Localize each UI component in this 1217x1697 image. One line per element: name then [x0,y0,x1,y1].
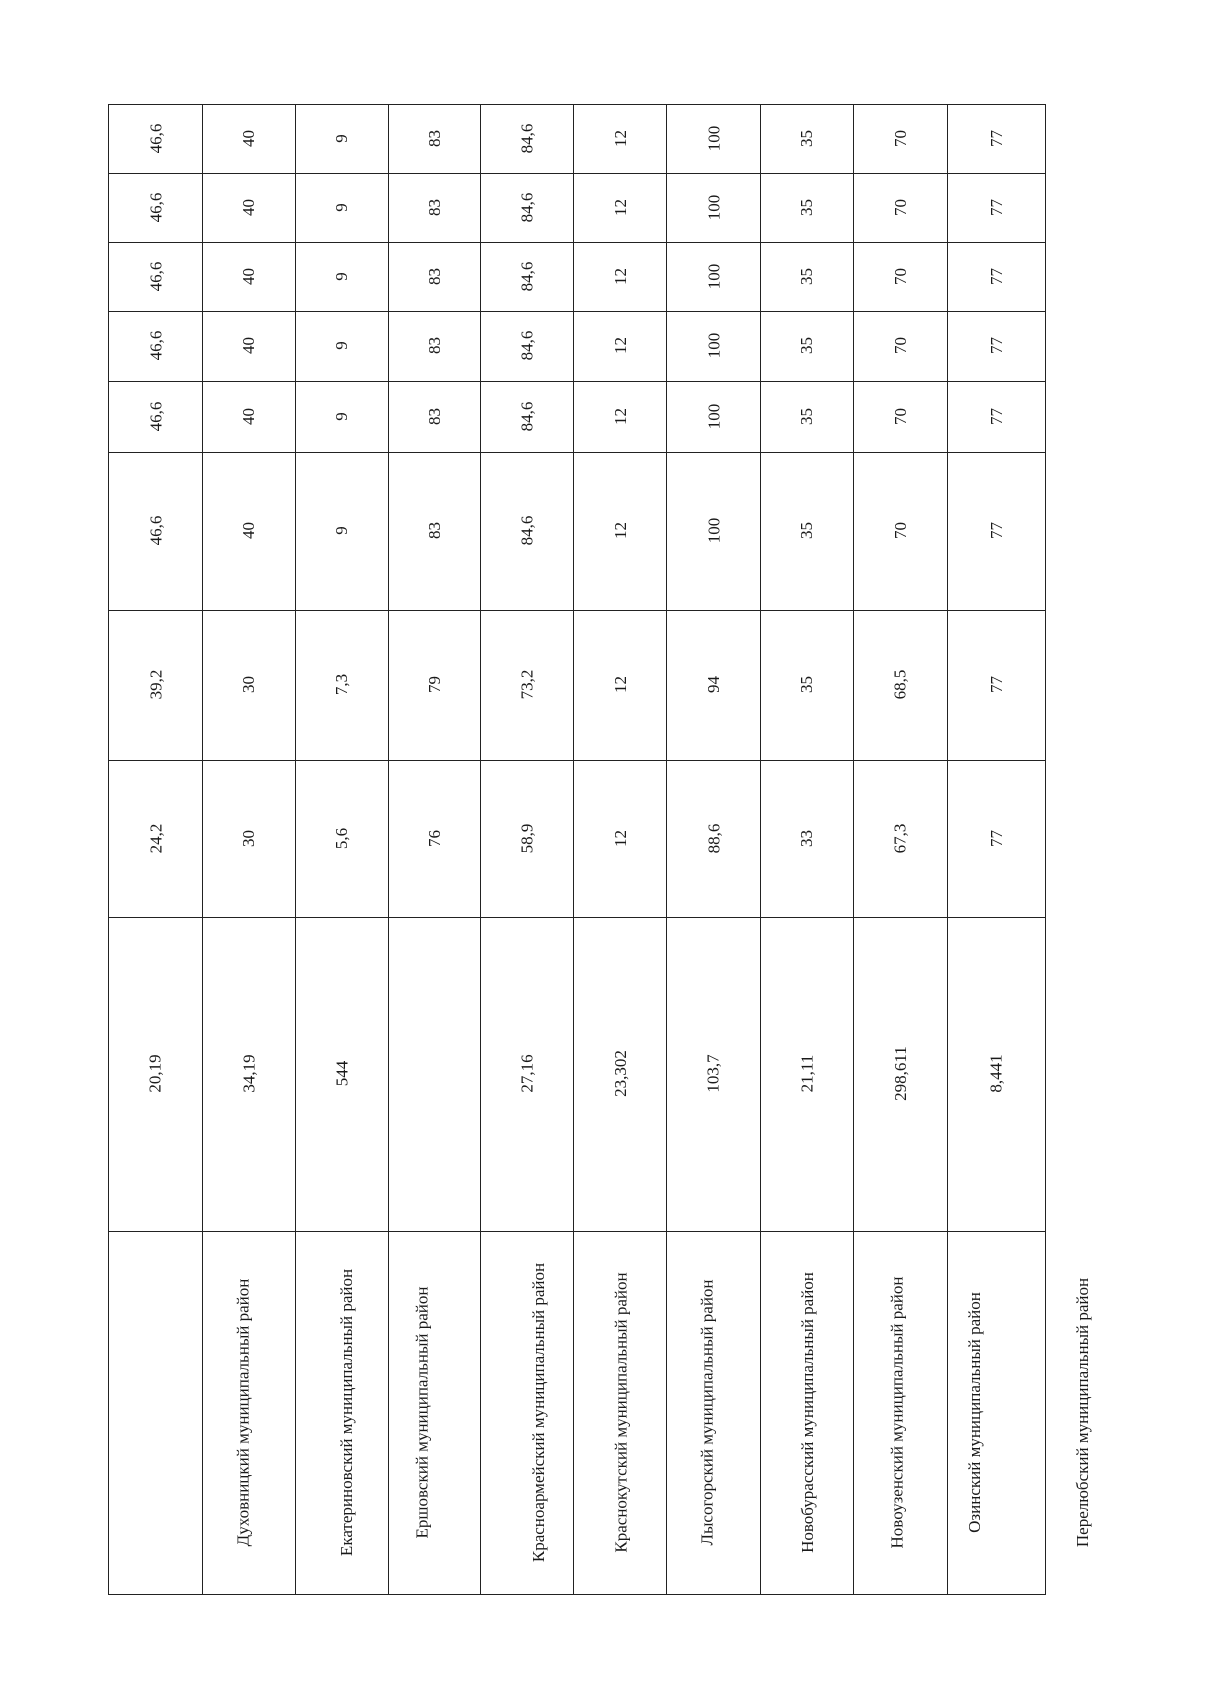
cell-value: 9 [332,341,352,350]
value-cell [202,105,295,174]
value-cell [295,382,388,453]
value-cell [388,761,481,918]
value-cell [667,105,761,174]
cell-value: 8,441 [986,1054,1006,1093]
cell-value: 84,6 [517,192,537,222]
value-cell [481,453,574,611]
value-cell [388,918,481,1232]
cell-value: 40 [239,337,259,354]
cell-value: 30 [239,829,259,847]
cell-value: 58,9 [517,823,537,853]
cell-value: 84,6 [517,261,537,291]
cell-value: 100 [704,517,724,544]
cell-value: 79 [425,676,445,693]
district-name-cell [388,1232,548,1595]
value-cell [202,611,295,761]
value-cell [667,918,761,1232]
value-cell [109,761,203,918]
district-name-cell [202,1232,356,1595]
value-cell [202,243,295,312]
value-row-4 [109,453,1046,611]
value-cell [481,243,574,312]
value-cell [481,105,574,174]
district-name: Озинский муниципальный район [964,1291,984,1533]
district-name: Новобурасский муниципальный район [798,1271,818,1553]
cell-value: 40 [239,198,259,216]
cell-value: 40 [239,267,259,285]
value-cell [947,761,1045,918]
value-cell [947,611,1045,761]
cell-value: 21,11 [797,1054,817,1093]
cell-value: 12 [610,676,630,693]
value-cell [574,174,667,243]
district-name-row [109,1232,1046,1595]
value-cell [761,611,854,761]
value-cell [295,243,388,312]
value-cell [853,312,947,382]
cell-value: 70 [890,198,910,216]
cell-value: 544 [332,1060,352,1087]
cell-value: 83 [425,198,445,216]
value-cell [202,918,295,1232]
value-cell [667,453,761,611]
district-name-cell [667,1232,818,1595]
value-cell [574,243,667,312]
data-table [108,104,1092,1595]
cell-value: 46,6 [145,330,165,361]
district-name-cell [853,1232,984,1595]
cell-value: 24,2 [145,823,165,853]
value-cell [947,312,1045,382]
district-name: Новоузенский муниципальный район [887,1276,907,1548]
value-cell [109,105,203,174]
cell-value: 100 [704,194,724,220]
value-cell [295,761,388,918]
cell-value: 35 [797,407,817,425]
cell-value: 77 [986,522,1006,539]
district-name: Ершовский муниципальный район [412,1286,432,1538]
value-cell [295,453,388,611]
cell-value: 298,611 [890,1046,910,1101]
value-cell [947,105,1045,174]
value-cell [853,105,947,174]
cell-value: 12 [610,407,630,425]
cell-value: 12 [610,267,630,285]
value-cell [109,174,203,243]
value-cell [388,105,481,174]
district-name-cell [481,1232,632,1595]
cell-value: 20,19 [145,1054,165,1093]
value-cell [202,174,295,243]
value-cell [761,174,854,243]
cell-value: 35 [797,267,817,285]
value-cell [481,312,574,382]
value-row-3 [109,611,1046,761]
cell-value: 77 [986,407,1006,425]
cell-value: 100 [704,125,724,151]
value-cell [947,382,1045,453]
value-cell [853,761,947,918]
cell-value: 83 [425,407,445,425]
cell-value: 77 [986,129,1006,147]
district-name-cell [295,1232,432,1595]
value-cell [295,105,388,174]
cell-value: 23,302 [610,1050,630,1097]
cell-value: 7,3 [332,673,352,696]
value-row-8 [109,174,1046,243]
value-cell [667,611,761,761]
value-cell [574,105,667,174]
cell-value: 40 [239,129,259,147]
cell-value: 46,6 [145,261,165,291]
cell-value: 84,6 [517,330,537,361]
district-name: Екатериновский муниципальный район [336,1268,356,1556]
value-cell [667,382,761,453]
cell-value: 77 [986,337,1006,354]
district-name-cell [109,1232,253,1595]
value-cell [947,453,1045,611]
cell-value: 83 [425,267,445,285]
value-cell [853,611,947,761]
cell-value: 100 [704,263,724,289]
cell-value: 70 [890,407,910,425]
district-name-cell [761,1232,907,1595]
cell-value: 12 [610,829,630,847]
cell-value: 12 [610,129,630,147]
value-cell [388,382,481,453]
cell-value: 70 [890,337,910,354]
cell-value: 67,3 [890,823,910,853]
value-cell [202,312,295,382]
cell-value: 94 [704,676,724,693]
cell-value: 100 [704,403,724,429]
value-cell [574,382,667,453]
value-row-6 [109,312,1046,382]
district-name: Красноармейский муниципальный район [528,1262,548,1562]
cell-value: 77 [986,676,1006,693]
cell-value: 35 [797,198,817,216]
value-cell [481,382,574,453]
value-cell [667,761,761,918]
value-cell [295,611,388,761]
cell-value: 12 [610,522,630,539]
cell-value: 77 [986,198,1006,216]
value-cell [388,312,481,382]
cell-value: 77 [986,267,1006,285]
value-cell [388,174,481,243]
district-name-cell [947,1232,1092,1595]
value-cell [109,312,203,382]
cell-value: 9 [332,526,352,535]
cell-value: 83 [425,337,445,354]
cell-value: 73,2 [517,669,537,700]
value-cell [109,243,203,312]
value-cell [853,918,947,1232]
cell-value: 5,6 [332,827,352,849]
district-name: Духовницкий муниципальный район [233,1278,253,1546]
value-row-7 [109,243,1046,312]
value-cell [109,382,203,453]
cell-value: 70 [890,267,910,285]
cell-value: 35 [797,129,817,147]
district-name-cell [574,1232,717,1595]
district-name: Лысогорский муниципальный район [697,1278,717,1546]
value-row-5 [109,382,1046,453]
value-cell [388,453,481,611]
value-cell [574,312,667,382]
cell-value: 9 [332,133,352,143]
cell-value: 103,7 [704,1054,724,1093]
cell-value: 40 [239,407,259,425]
cell-value: 9 [332,411,352,421]
cell-value: 46,6 [145,192,165,222]
cell-value: 83 [425,129,445,147]
value-cell [761,243,854,312]
value-cell [853,382,947,453]
value-cell [574,761,667,918]
value-cell [295,918,388,1232]
value-cell [947,174,1045,243]
cell-value: 84,6 [517,401,537,431]
cell-value: 100 [704,332,724,359]
value-cell [761,105,854,174]
value-row-9 [109,105,1046,174]
value-cell [109,453,203,611]
district-name: Перелюбский муниципальный район [1072,1277,1092,1547]
value-cell [574,453,667,611]
value-cell [481,611,574,761]
cell-value: 12 [610,337,630,354]
value-cell [667,312,761,382]
value-cell [109,918,203,1232]
cell-value: 84,6 [517,515,537,546]
cell-value: 35 [797,522,817,539]
value-cell [853,243,947,312]
value-cell [761,453,854,611]
cell-value: 68,5 [890,669,910,700]
value-cell [947,918,1045,1232]
value-cell [388,611,481,761]
value-cell [574,611,667,761]
value-cell [109,611,203,761]
value-cell [853,174,947,243]
district-name: Краснокутский муниципальный район [612,1271,632,1553]
cell-value: 9 [332,271,352,281]
value-cell [481,174,574,243]
cell-value: 83 [425,522,445,539]
cell-value: 70 [890,522,910,539]
cell-value: 33 [797,829,817,847]
value-row-1 [109,918,1046,1232]
value-cell [202,453,295,611]
value-cell [202,382,295,453]
value-cell [667,174,761,243]
value-row-2 [109,761,1046,918]
value-cell [295,174,388,243]
cell-value: 40 [239,522,259,539]
cell-value: 77 [986,829,1006,847]
cell-value: 39,2 [145,669,165,700]
cell-value: 27,16 [517,1054,537,1093]
value-cell [947,243,1045,312]
value-cell [853,453,947,611]
value-cell [295,312,388,382]
cell-value: 12 [610,198,630,216]
value-cell [481,918,574,1232]
cell-value: 88,6 [704,823,724,853]
value-cell [761,918,854,1232]
value-cell [761,312,854,382]
value-cell [761,382,854,453]
value-cell [388,243,481,312]
cell-value: 84,6 [517,123,537,153]
cell-value: 76 [425,829,445,847]
cell-value: 30 [239,676,259,693]
cell-value: 35 [797,676,817,693]
cell-value: 34,19 [239,1054,259,1093]
cell-value: 70 [890,129,910,147]
value-cell [761,761,854,918]
value-cell [667,243,761,312]
value-cell [202,761,295,918]
cell-value: 9 [332,202,352,212]
cell-value: 35 [797,337,817,354]
cell-value: 46,6 [145,515,165,546]
cell-value: 46,6 [145,401,165,431]
value-cell [574,918,667,1232]
value-cell [481,761,574,918]
cell-value: 46,6 [145,123,165,153]
